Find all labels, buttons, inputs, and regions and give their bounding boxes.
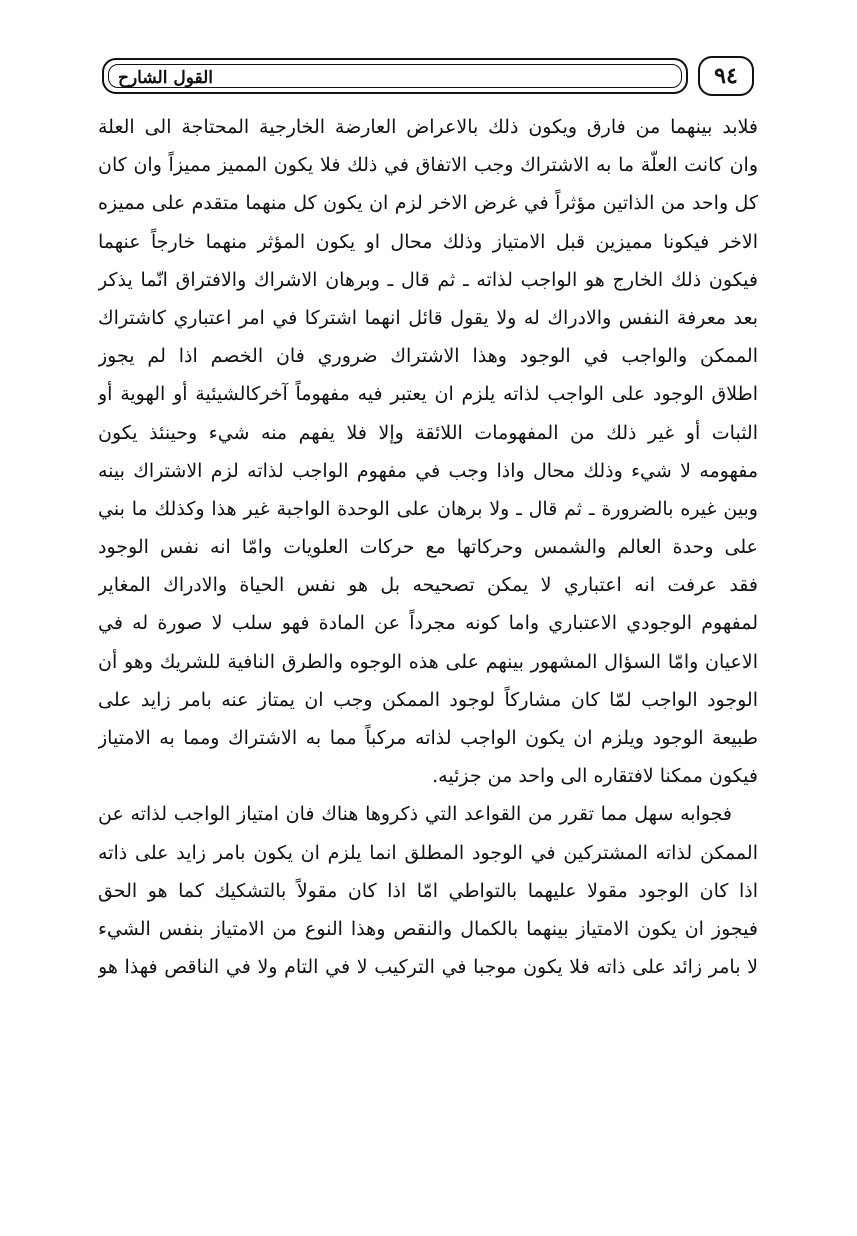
text-line: الاخر فيكونا مميزين قبل الامتياز وذلك محال او يكون المؤثر منهما خارجاً عنهما bbox=[98, 230, 758, 253]
text-line: وان كانت العلّة ما به الاشتراك وجب الاتفاق في ذلك فلا يكون المميز مميزاً وان كان bbox=[98, 154, 758, 177]
running-title: القول الشارح bbox=[118, 68, 213, 88]
paragraph-start-line: فجوابه سهل مما تقرر من القواعد التي ذكروها هناك فان امتياز الواجب لذاته عن bbox=[98, 803, 732, 826]
text-line: الممكن لذاته المشتركين في الوجود المطلق انما يلزم ان يكون بامر زايد على ذاته bbox=[98, 841, 758, 864]
text-line: اذا كان الوجود مقولا عليهما بالتواطي امّا اذا كان مقولاً بالتشكيك كما هو الحق bbox=[98, 879, 758, 902]
text-line: لا بامر زائد على ذاته فلا يكون موجبا في التركيب لا في التام ولا في الناقص فهذا هو bbox=[98, 956, 758, 979]
text-line: فيجوز ان يكون الامتياز بينهما بالكمال والنقص وهذا النوع من الامتياز بنفس الشيء bbox=[98, 917, 758, 940]
text-line: بعد معرفة النفس والادراك له ولا يقول قائل انهما اشتركا في امر اعتباري كاشتراك bbox=[98, 306, 758, 329]
text-line: الوجود الواجب لمّا كان مشاركاً لوجود الممكن وجب ان يمتاز عنه بامر زايد على bbox=[98, 688, 758, 711]
main-text bbox=[98, 108, 758, 986]
text-line: طبيعة الوجود ويلزم ان يكون الواجب لذاته مركباً مما به الاشتراك ومما به الامتياز bbox=[98, 727, 758, 749]
text-line: الاعيان وامّا السؤال المشهور بينهم على هذه الوجوه والطرق النافية للشريك وهو أن bbox=[98, 650, 758, 673]
text-line: فقد عرفت انه اعتباري لا يمكن تصحيحه بل هو نفس الحياة والادراك المغاير bbox=[98, 574, 758, 597]
text-line: مفهومه لا شيء وذلك محال واذا وجب في مفهوم الواجب لذاته لزم الاشتراك بينه bbox=[98, 459, 758, 482]
text-line: على وحدة العالم والشمس وحركاتها مع حركات العلويات وامّا انه نفس الوجود bbox=[98, 536, 758, 559]
page-number-frame bbox=[698, 56, 754, 96]
running-title-frame bbox=[102, 58, 688, 94]
page-number: ٩٤ bbox=[714, 63, 738, 89]
text-line: الثبات أو غير ذلك من المفهومات اللائقة وإلا فلا يفهم منه شيء وحينئذ يكون bbox=[98, 421, 758, 444]
text-line: الممكن والواجب في الوجود وهذا الاشتراك ضروري فان الخصم اذا لم يجوز bbox=[98, 345, 758, 368]
page-header bbox=[102, 56, 752, 100]
text-line: وبين غيره بالضرورة ـ ثم قال ـ ولا برهان على الوحدة الواجبة غير هذا وكذلك ما بني bbox=[98, 497, 758, 520]
text-line: كل واحد من الذاتين مؤثراً في غرض الاخر لزم ان يكون كل منهما متقدم على مميزه bbox=[98, 192, 758, 215]
text-line: فلابد بينهما من فارق ويكون ذلك بالاعراض العارضة الخارجية المحتاجة الى العلة bbox=[98, 116, 758, 138]
paragraph-end-line: فيكون ممكنا لافتقاره الى واحد من جزئيه. bbox=[432, 765, 758, 788]
text-line: لمفهوم الوجودي الاعتباري واما كونه مجرداً عن المادة فهو سلب لا صورة له في bbox=[98, 612, 758, 635]
text-line: اطلاق الوجود على الواجب لذاته يلزم ان يعتبر فيه مفهوماً آخركالشيئية أو الهوية أو bbox=[98, 383, 758, 406]
text-line: فيكون ذلك الخارج هو الواجب لذاته ـ ثم قال ـ وبرهان الاشراك والافتراق انّما يذكر bbox=[98, 268, 758, 291]
